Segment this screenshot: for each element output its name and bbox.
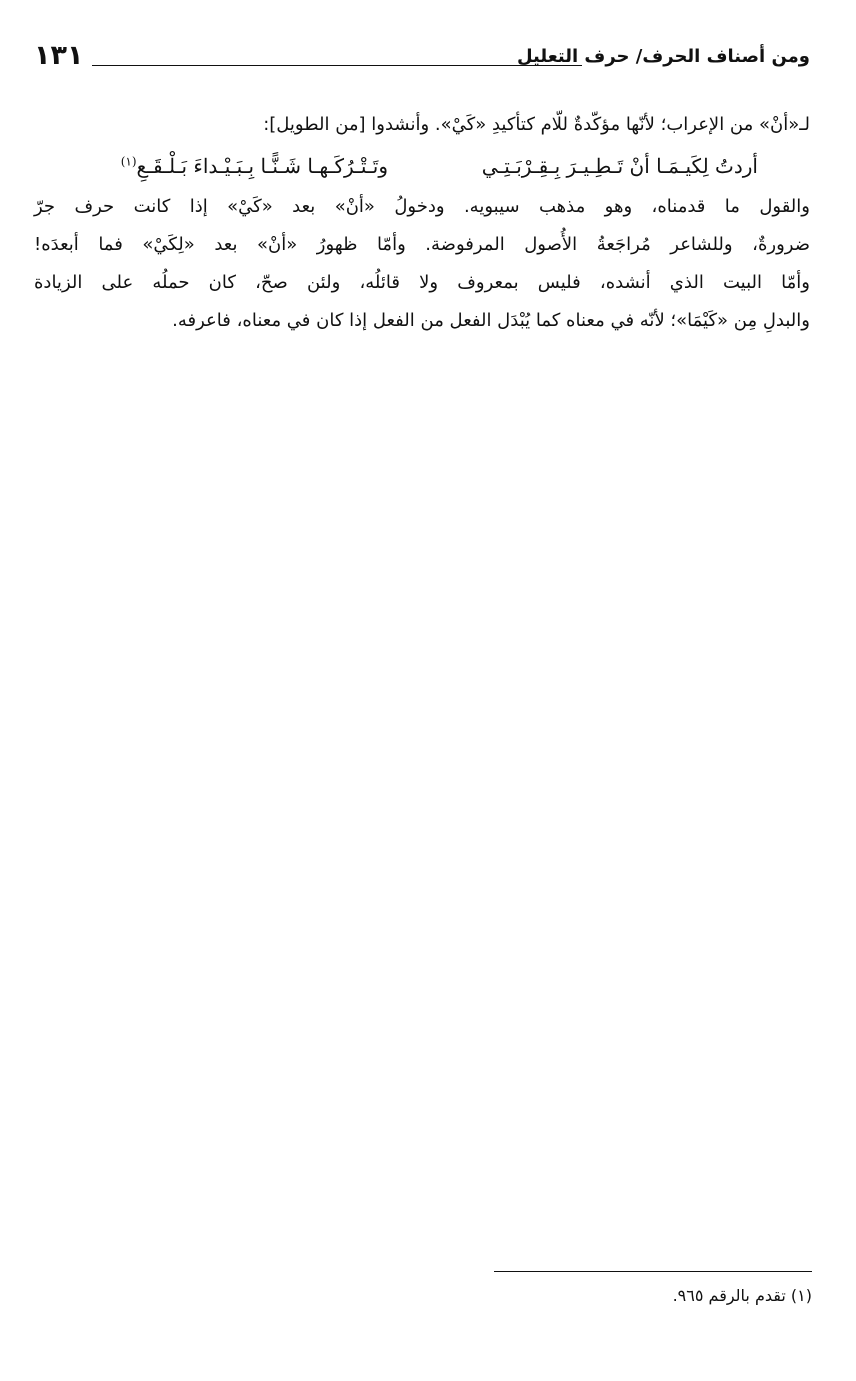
footnote-reference[interactable]: (١) xyxy=(120,154,137,169)
text-line-1: لـ«أنْ» من الإعراب؛ لأنّها مؤكّدةٌ للّام كتأكيدِ «كَيْ». وأنشدوا [من الطويل]: xyxy=(263,114,810,135)
page-number: ١٣١ xyxy=(34,40,84,71)
poetry-verse xyxy=(34,144,810,188)
paragraph-line: والقول ما قدمناه، وهو مذهب سيبويه. ودخولُ «أنْ» بعد «كَيْ» إذا كانت حرف جرّ xyxy=(34,196,810,217)
footnote-text: تقدم بالرقم ٩٦٥. xyxy=(672,1286,786,1305)
footnote-separator xyxy=(494,1271,812,1272)
verse-second-hemistich xyxy=(88,144,388,188)
running-title: ومن أصناف الحرف/ حرف التعليل xyxy=(516,46,810,67)
paragraph-line: وأمّا البيت الذي أنشده، فليس بمعروف ولا قائلُه، ولئن صحّ، كان حملُه على الزيادة xyxy=(34,272,810,293)
footnote-marker: (١) xyxy=(790,1286,812,1305)
main-text xyxy=(34,106,810,340)
verse-second-hemistich-text: وتَـتْـرُكَـهـا شَـنًّـا بِـبَـيْـداءَ بَـلْـقَـعِ xyxy=(136,154,388,178)
running-header xyxy=(34,38,810,78)
footnote xyxy=(212,1283,812,1309)
paragraph-line: والبدلِ مِن «كَيْمَا»؛ لأنّه في معناه كما يُبْدَل الفعل من الفعل إذا كان في معناه، فاعرفه. xyxy=(172,310,810,331)
paragraph-line: ضرورةٌ، وللشاعر مُراجَعةُ الأُصول المرفوضة. وأمّا ظهورُ «أنْ» بعد «لِكَيْ» فما أبعدَه! xyxy=(34,234,810,255)
verse-first-hemistich: أردتُ لِكَيـمَـا أنْ تَـطِـيـرَ بِـقِـرْبَـتِـي xyxy=(481,154,758,178)
header-rule xyxy=(92,65,582,66)
